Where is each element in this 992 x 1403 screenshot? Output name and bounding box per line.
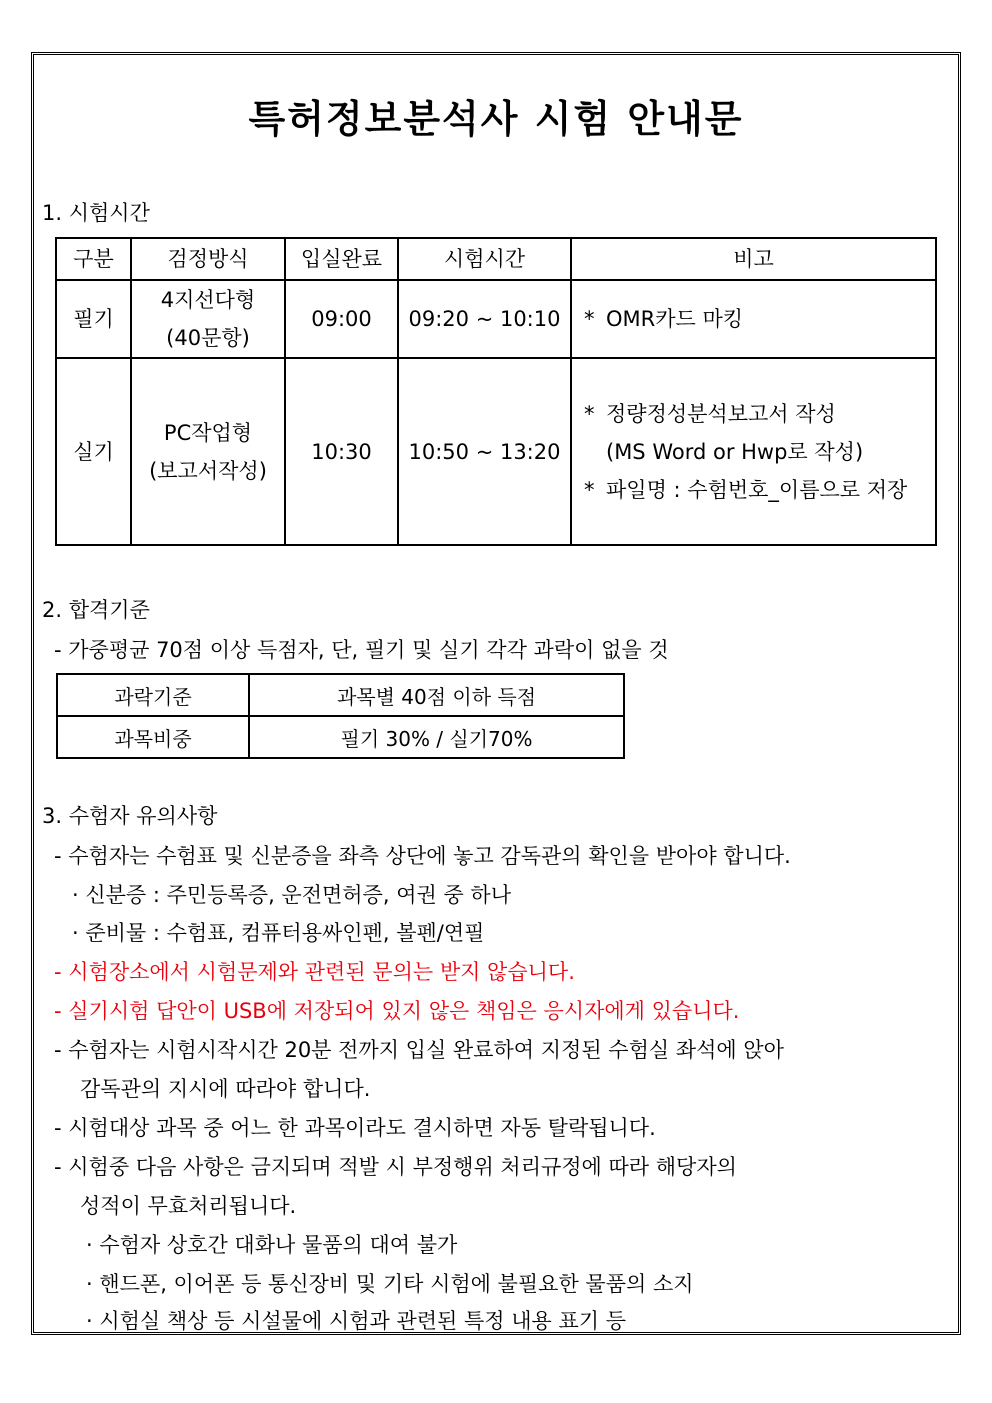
- criteria-label: 과락기준: [57, 674, 249, 716]
- notice-sub-line: · 핸드폰, 이어폰 등 통신장비 및 기타 시험에 불필요한 물품의 소지: [86, 1272, 694, 1296]
- exam-time: 10:50 ~ 13:20: [398, 358, 571, 545]
- notice-line: - 수험자는 시험시작시간 20분 전까지 입실 완료하여 지정된 수험실 좌석에 앉아: [54, 1038, 784, 1062]
- method-line2: (보고서작성): [149, 458, 267, 483]
- criteria-value: 필기 30% / 실기70%: [249, 716, 624, 758]
- table-row: [56, 358, 936, 545]
- exam-type: 실기: [56, 358, 131, 545]
- criteria-table: [56, 673, 625, 759]
- method-line2: (40문항): [166, 326, 250, 350]
- table-row: [56, 280, 936, 358]
- remark-text: 정량정성분석보고서 작성: [606, 401, 836, 426]
- warning-line: - 실기시험 답안이 USB에 저장되어 있지 않은 책임은 응시자에게 있습니다.: [54, 999, 740, 1023]
- notice-line-cont: 성적이 무효처리됩니다.: [80, 1194, 297, 1218]
- bullet-star: *: [584, 401, 595, 426]
- notice-line-cont: 감독관의 지시에 따라야 합니다.: [80, 1077, 371, 1101]
- col-header: 비고: [571, 238, 936, 280]
- entry-time: 10:30: [285, 358, 398, 545]
- remarks: [571, 280, 936, 358]
- col-header: 구분: [56, 238, 131, 280]
- entry-time: 09:00: [285, 280, 398, 358]
- exam-method: [131, 280, 285, 358]
- notice-sub-line: · 신분증 : 주민등록증, 운전면허증, 여권 중 하나: [72, 883, 511, 907]
- method-line1: PC작업형: [163, 420, 253, 445]
- pass-criteria-text: - 가중평균 70점 이상 득점자, 단, 필기 및 실기 각각 과락이 없을 것: [54, 638, 669, 662]
- exam-time-table: [55, 237, 937, 546]
- exam-type: 필기: [56, 280, 131, 358]
- col-header: 시험시간: [398, 238, 571, 280]
- bullet-star: *: [584, 307, 595, 331]
- remarks: [571, 358, 936, 545]
- table-row: [57, 716, 624, 758]
- method-line1: 4지선다형: [160, 288, 256, 312]
- notice-sub-line: · 준비물 : 수험표, 컴퓨터용싸인펜, 볼펜/연필: [72, 921, 485, 945]
- criteria-label: 과목비중: [57, 716, 249, 758]
- remark-text: 파일명 : 수험번호_이름으로 저장: [606, 477, 908, 502]
- warning-line: - 시험장소에서 시험문제와 관련된 문의는 받지 않습니다.: [54, 960, 575, 984]
- exam-time: 09:20 ~ 10:10: [398, 280, 571, 358]
- remark-text: OMR카드 마킹: [606, 307, 744, 331]
- section3-heading: 3. 수험자 유의사항: [42, 804, 218, 828]
- notice-line: - 시험대상 과목 중 어느 한 과목이라도 결시하면 자동 탈락됩니다.: [54, 1116, 656, 1140]
- exam-method: [131, 358, 285, 545]
- remark-text: (MS Word or Hwp로 작성): [606, 439, 864, 464]
- bullet-star: *: [584, 477, 595, 502]
- notice-line: - 시험중 다음 사항은 금지되며 적발 시 부정행위 처리규정에 따라 해당자의: [54, 1155, 737, 1179]
- section2-heading: 2. 합격기준: [42, 598, 150, 622]
- notice-sub-line: · 수험자 상호간 대화나 물품의 대여 불가: [86, 1233, 458, 1257]
- page-title: 특허정보분석사 시험 안내문: [248, 97, 744, 141]
- section1-heading: 1. 시험시간: [42, 201, 150, 225]
- notice-sub-line: · 시험실 책상 등 시설물에 시험과 관련된 특정 내용 표기 등: [86, 1309, 627, 1333]
- col-header: 입실완료: [285, 238, 398, 280]
- col-header: 검정방식: [131, 238, 285, 280]
- criteria-value: 과목별 40점 이하 득점: [249, 674, 624, 716]
- table-row: [57, 674, 624, 716]
- table-header-row: [56, 238, 936, 280]
- notice-line: - 수험자는 수험표 및 신분증을 좌측 상단에 놓고 감독관의 확인을 받아야 합니다.: [54, 844, 791, 868]
